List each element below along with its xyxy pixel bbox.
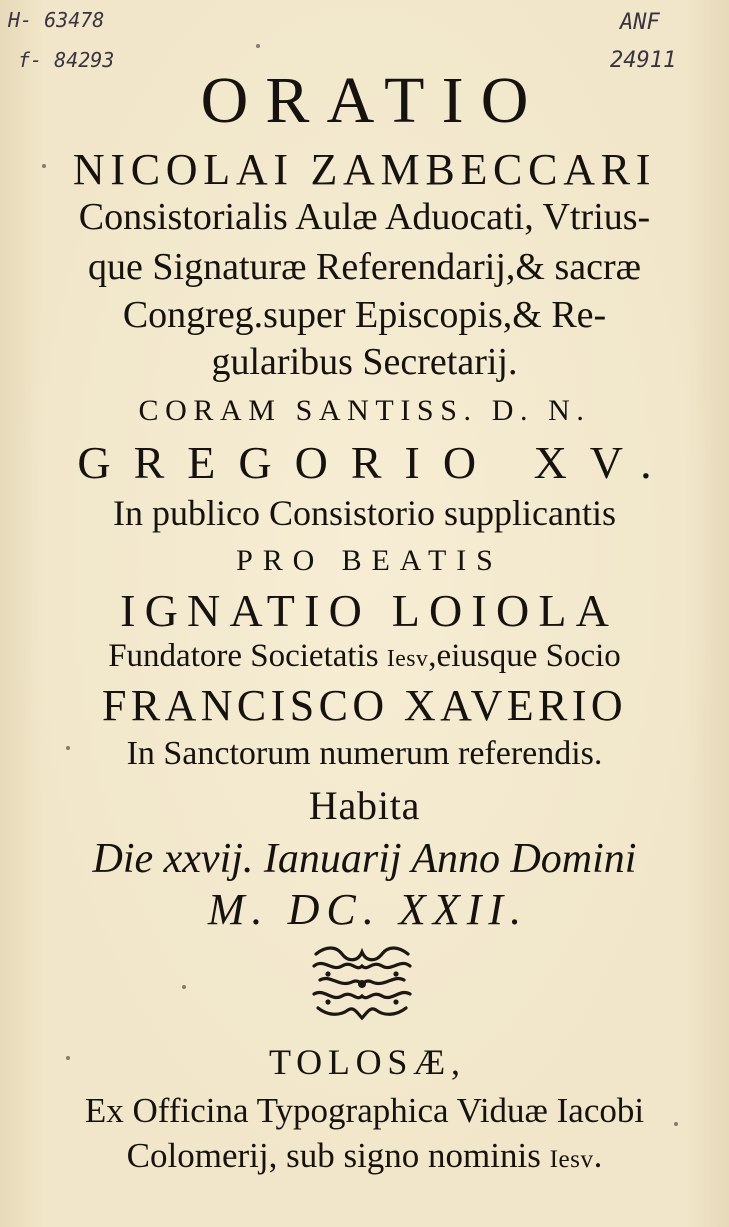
imprint-iesu: Iesv	[549, 1146, 594, 1173]
author-description-line-2: que Signaturæ Referendarij,& sacræ	[88, 246, 641, 288]
paper-speck	[674, 1122, 678, 1126]
fundatore-iesu: Iesv	[386, 646, 429, 672]
shelfmark-top-left-2: f- 84293	[18, 48, 115, 72]
shelfmark-top-right-1: ANF	[620, 10, 660, 35]
pro-beatis-line: PRO BEATIS	[236, 544, 503, 577]
paper-speck	[66, 746, 70, 750]
paper-speck	[66, 1056, 70, 1060]
imprint-place: TOLOSÆ,	[269, 1042, 466, 1082]
shelfmark-top-right-2: 24911	[610, 48, 677, 73]
paper-speck	[42, 164, 46, 168]
fundatore-text: Fundatore Societatis	[108, 638, 387, 674]
author-description-line-1: Consistorialis Aulæ Aduocati, Vtrius-	[78, 196, 651, 238]
paper-speck	[182, 985, 186, 989]
habita-line: Habita	[308, 783, 421, 828]
francisco-xaverio-line: FRANCISCO XAVERIO	[101, 681, 628, 730]
shelfmark-top-left-1: H- 63478	[8, 8, 105, 32]
consistorio-line: In publico Consistorio supplicantis	[113, 493, 616, 533]
year-line: M. DC. XXII.	[207, 885, 529, 934]
date-line: Die xxvij. Ianuarij Anno Domini	[92, 836, 637, 882]
imprint-colomerij: Colomerij, sub signo nominis	[126, 1136, 550, 1175]
author-description-line-3: Congreg.super Episcopis,& Re-	[122, 294, 607, 336]
sanctorum-line: In Sanctorum numerum referendis.	[126, 735, 603, 772]
printers-ornament-icon	[306, 944, 418, 1024]
fundatore-socio: ,eiusque Socio	[428, 638, 621, 674]
imprint-period: .	[593, 1136, 603, 1175]
imprint-line-1: Ex Officina Typographica Viduæ Iacobi	[84, 1091, 645, 1130]
pope-name: GREGORIO XV.	[77, 437, 675, 488]
author-name: NICOLAI ZAMBECCARI	[72, 145, 657, 194]
title-oratio: ORATIO	[200, 64, 546, 137]
fundatore-line	[0, 640, 729, 673]
author-description-line-4: gularibus Secretarij.	[211, 341, 518, 383]
ignatio-loiola-line: IGNATIO LOIOLA	[120, 585, 619, 636]
imprint-line-2	[0, 1138, 729, 1173]
paper-speck	[256, 44, 260, 48]
coram-line: CORAM SANTISS. D. N.	[138, 394, 591, 427]
